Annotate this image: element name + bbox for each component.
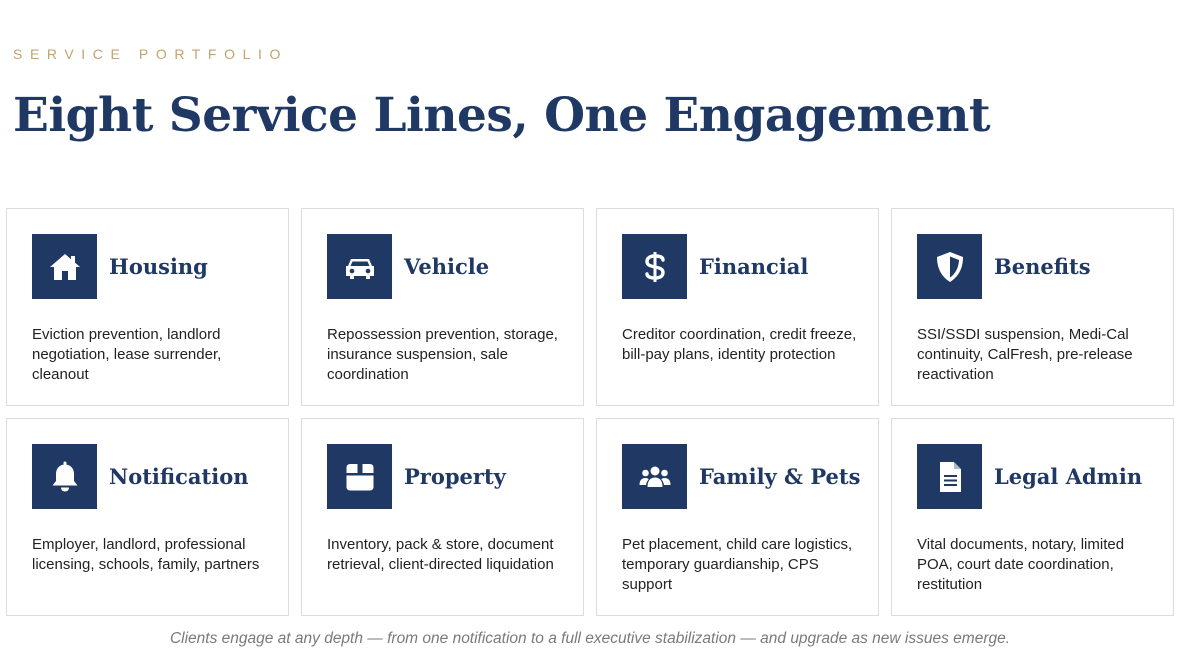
service-card-legal-admin — [891, 418, 1174, 616]
service-card-title: Financial — [699, 254, 809, 279]
service-card-vehicle — [301, 208, 584, 406]
page-title: Eight Service Lines, One Engagement — [13, 88, 991, 143]
service-card-title: Notification — [109, 464, 249, 489]
service-card-housing — [6, 208, 289, 406]
dollar-icon — [622, 234, 687, 299]
house-icon — [32, 234, 97, 299]
service-card-financial — [596, 208, 879, 406]
service-card-title: Housing — [109, 254, 208, 279]
service-card-family-pets — [596, 418, 879, 616]
service-grid — [6, 208, 1174, 616]
service-card-description: Repossession prevention, storage, insurance suspension, sale coordination — [327, 326, 558, 383]
shield-icon — [917, 234, 982, 299]
service-card-description: Inventory, pack & store, document retrieval, client-directed liquidation — [327, 536, 554, 573]
bell-icon — [32, 444, 97, 509]
service-card-title: Family & Pets — [699, 464, 861, 489]
people-icon — [622, 444, 687, 509]
footer-note: Clients engage at any depth — from one notification to a full executive stabilization — and upgrade as new issues emerge. — [169, 630, 1011, 647]
document-icon — [917, 444, 982, 509]
car-icon — [327, 234, 392, 299]
service-card-title: Benefits — [994, 254, 1091, 279]
service-card-description: Creditor coordination, credit freeze, bill-pay plans, identity protection — [622, 326, 857, 363]
service-card-description: Employer, landlord, professional licensing, schools, family, partners — [32, 536, 260, 573]
service-card-benefits — [891, 208, 1174, 406]
service-card-description: SSI/SSDI suspension, Medi-Cal continuity, CalFresh, pre-release reactivation — [917, 326, 1133, 383]
service-card-title: Property — [404, 464, 506, 489]
service-card-description: Eviction prevention, landlord negotiation, lease surrender, cleanout — [32, 326, 222, 383]
service-card-title: Legal Admin — [994, 464, 1143, 489]
service-card-property — [301, 418, 584, 616]
service-card-description: Pet placement, child care logistics, temporary guardianship, CPS support — [622, 536, 853, 593]
box-icon — [327, 444, 392, 509]
section-eyebrow: SERVICE PORTFOLIO — [13, 46, 288, 62]
service-card-title: Vehicle — [404, 254, 490, 279]
service-card-notification — [6, 418, 289, 616]
service-card-description: Vital documents, notary, limited POA, court date coordination, restitution — [917, 536, 1125, 593]
